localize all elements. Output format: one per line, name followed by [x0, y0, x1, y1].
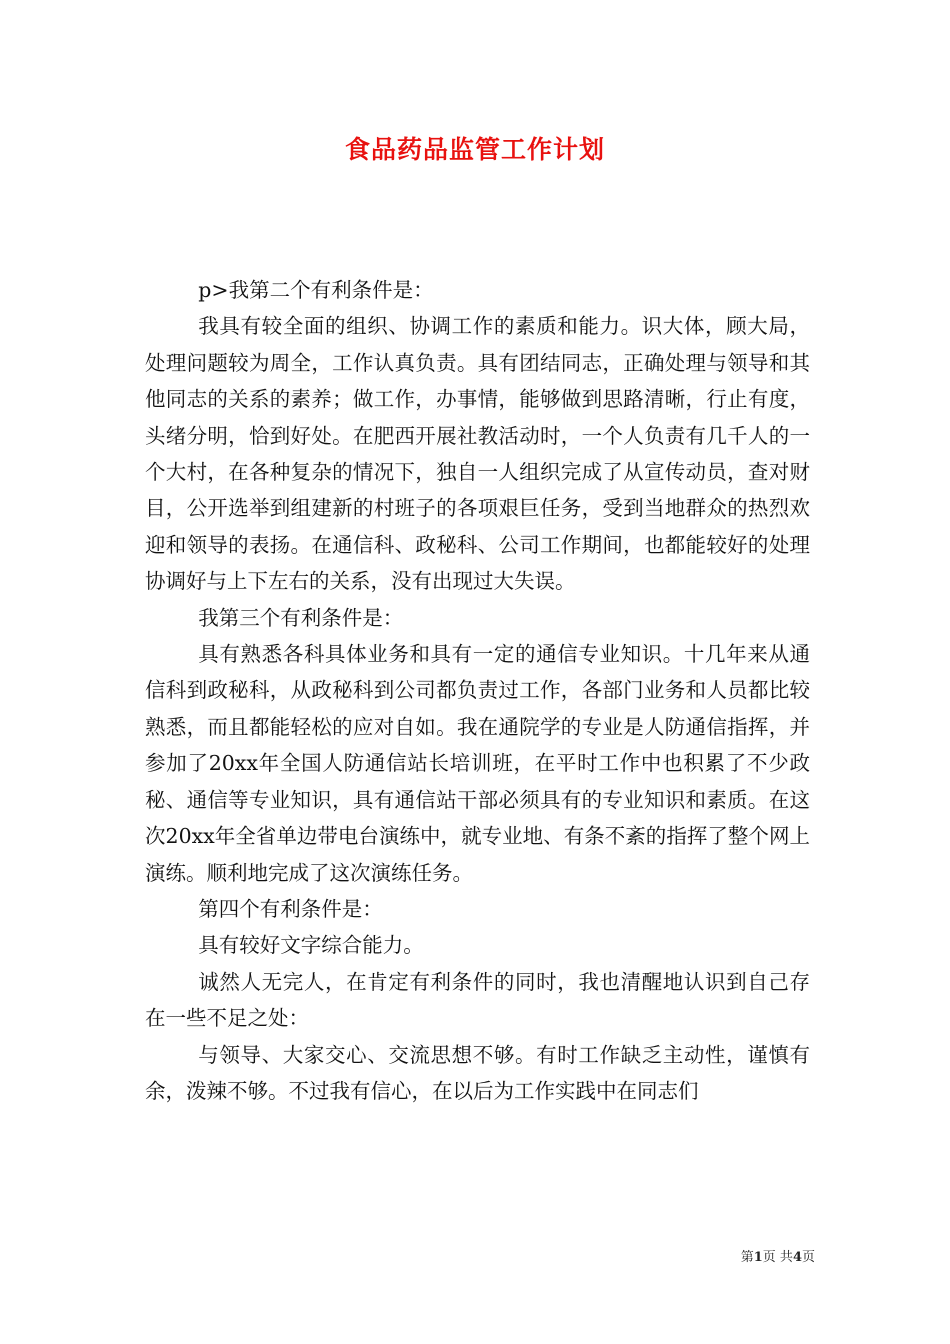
paragraph: 具有较好文字综合能力。	[198, 933, 424, 958]
document-body	[145, 272, 810, 1109]
paragraph: 具有熟悉各科具体业务和具有一定的通信专业知识。十几年来从通信科到政秘科，从政秘科到公司都负责过工作，各部门业务和人员都比较熟悉，而且都能轻松的应对自如。我在通院学的专业是人防通信指挥，并参加了20xx年全国人防通信站长培训班，在平时工作中也积累了不少政秘、通信等专业知识，具有通信站干部必须具有的专业知识和素质。在这次20xx年全省单边带电台演练中，就专业地、有条不紊的指挥了整个网上演练。顺利地完成了这次演练任务。	[145, 642, 810, 885]
paragraph: 第四个有利条件是：	[198, 896, 383, 921]
paragraph: 我第三个有利条件是：	[198, 605, 404, 630]
paragraph: 我具有较全面的组织、协调工作的素质和能力。识大体，顾大局，处理问题较为周全，工作认真负责。具有团结同志，正确处理与领导和其他同志的关系的素养；做工作，办事情，能够做到思路清晰，行止有度，头绪分明，恰到好处。在肥西开展社教活动时，一个人负责有几千人的一个大村，在各种复杂的情况下，独自一人组织完成了从宣传动员，查对财目，公开选举到组建新的村班子的各项艰巨任务，受到当地群众的热烈欢迎和领导的表扬。在通信科、政秘科、公司工作期间，也都能较好的处理协调好与上下左右的关系，没有出现过大失误。	[145, 314, 810, 594]
page-title: 食品药品监管工作计划	[344, 135, 605, 164]
footer-prefix: 第	[740, 1250, 754, 1265]
page-number-footer	[700, 1246, 815, 1265]
paragraph: 诚然人无完人，在肯定有利条件的同时，我也清醒地认识到自己存在一些不足之处：	[145, 969, 810, 1031]
total-page-number: 4	[792, 1250, 802, 1265]
current-page-number: 1	[753, 1250, 763, 1265]
footer-suffix: 页	[801, 1250, 815, 1265]
paragraph: 与领导、大家交心、交流思想不够。有时工作缺乏主动性，谨慎有余，泼辣不够。不过我有信心，在以后为工作实践中在同志们	[145, 1042, 810, 1103]
paragraph: p>我第二个有利条件是：	[198, 278, 434, 302]
footer-middle: 页 共	[762, 1250, 793, 1265]
